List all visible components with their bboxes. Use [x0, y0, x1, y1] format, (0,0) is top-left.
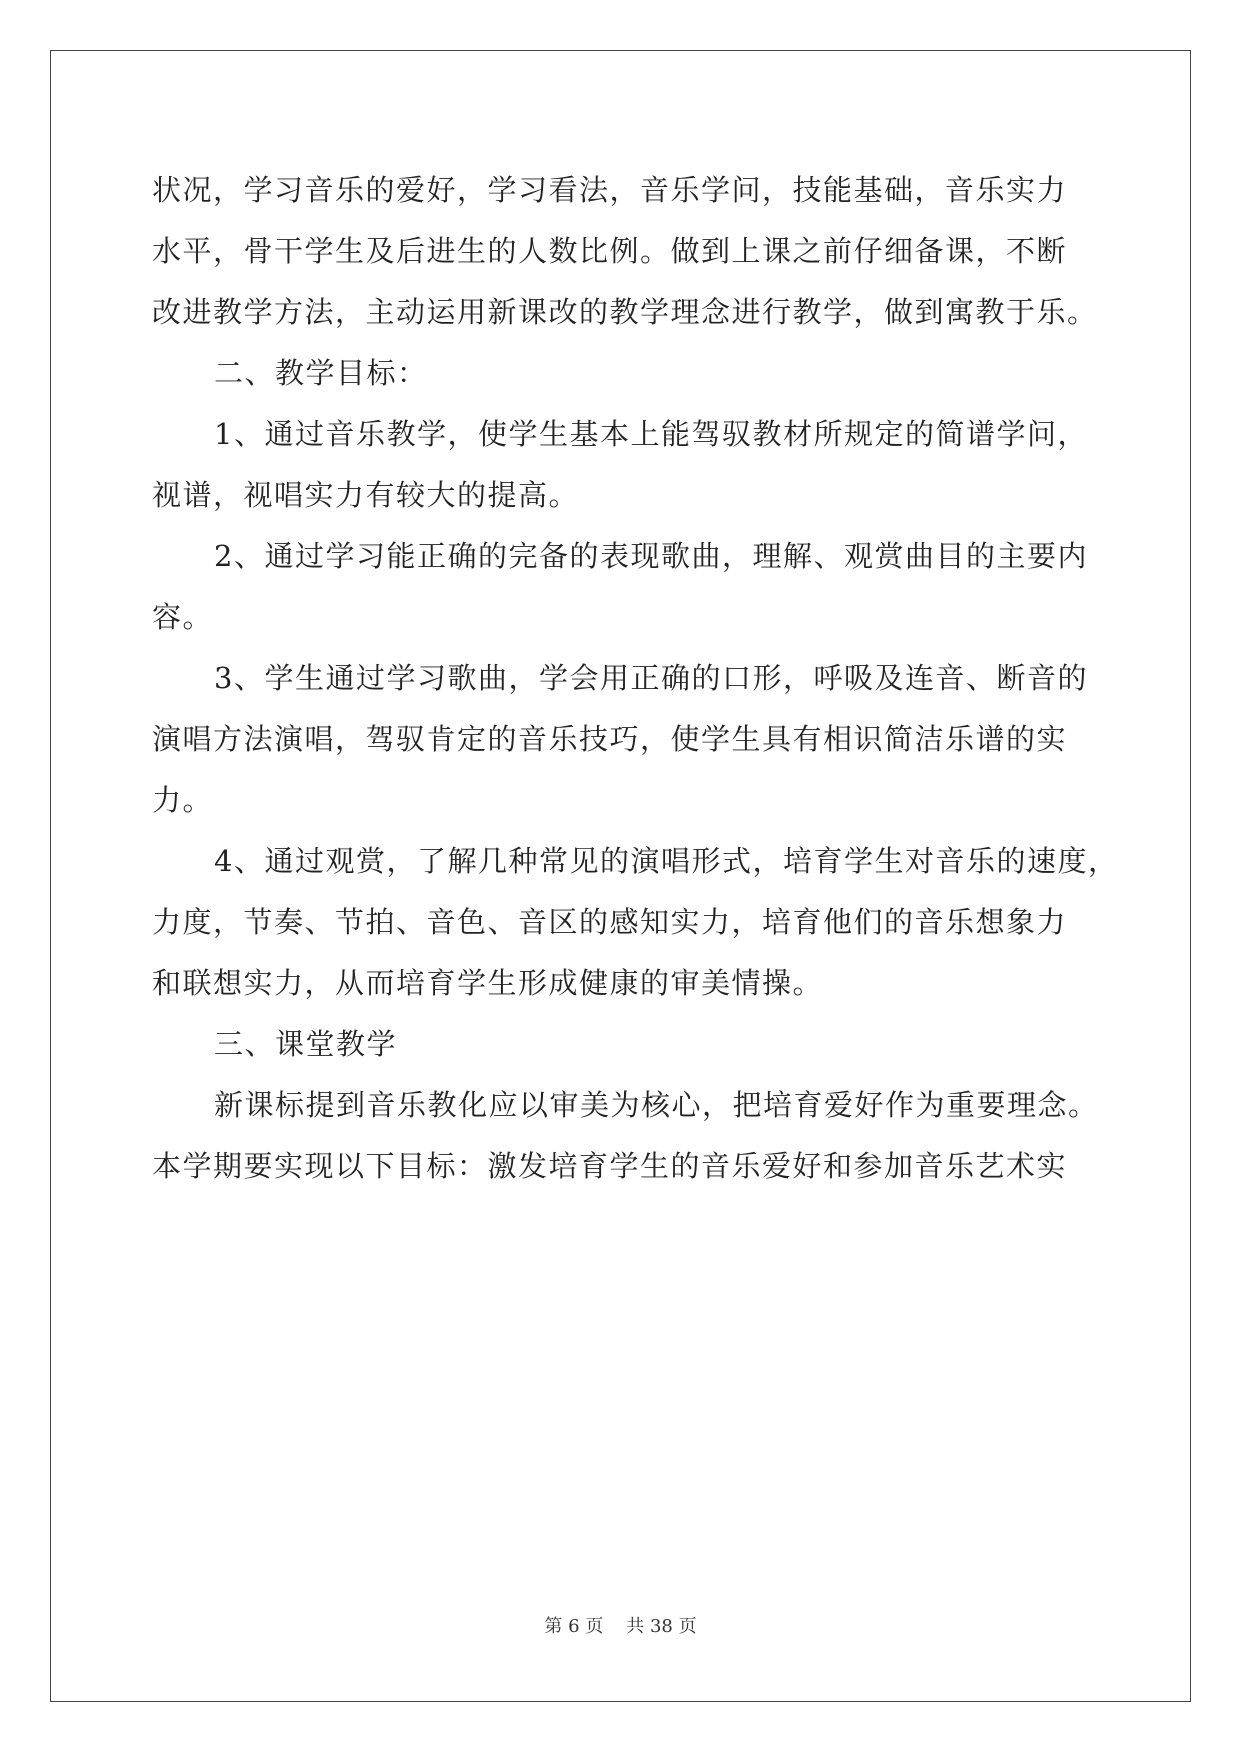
page-footer — [0, 1612, 1241, 1638]
text-line: 3、学生通过学习歌曲，学会用正确的口形，呼吸及连音、断音的 — [214, 661, 1088, 695]
text-line: 视谱，视唱实力有较大的提高。 — [152, 478, 580, 512]
text-line: 水平，骨干学生及后进生的人数比例。做到上课之前仔细备课，不断 — [152, 234, 1068, 268]
text-line: 改进教学方法，主动运用新课改的教学理念进行教学，做到寓教于乐。 — [152, 295, 1098, 329]
text-line: 状况，学习音乐的爱好，学习看法，音乐学问，技能基础，音乐实力 — [152, 173, 1068, 207]
text-line: 本学期要实现以下目标：激发培育学生的音乐爱好和参加音乐艺术实 — [152, 1149, 1068, 1183]
text-line: 2、通过学习能正确的完备的表现歌曲，理解、观赏曲目的主要内 — [214, 539, 1088, 573]
text-line: 力度，节奏、节拍、音色、音区的感知实力，培育他们的音乐想象力 — [152, 905, 1068, 939]
document-body — [152, 160, 1119, 1197]
text-line: 1、通过音乐教学，使学生基本上能驾驭教材所规定的简谱学问， — [214, 417, 1088, 451]
text-line: 和联想实力，从而培育学生形成健康的审美情操。 — [152, 966, 824, 1000]
text-line: 4、通过观赏，了解几种常见的演唱形式，培育学生对音乐的速度， — [214, 844, 1119, 878]
page-total: 共 38 页 — [626, 1616, 697, 1637]
text-line: 力。 — [152, 783, 214, 817]
section-heading: 三、课堂教学 — [214, 1027, 398, 1061]
text-line: 新课标提到音乐教化应以审美为核心，把培育爱好作为重要理念。 — [214, 1088, 1099, 1122]
section-heading: 二、教学目标： — [214, 356, 428, 390]
page-number: 第 6 页 — [544, 1616, 604, 1637]
text-line: 演唱方法演唱，驾驭肯定的音乐技巧，使学生具有相识简洁乐谱的实 — [152, 722, 1068, 756]
text-line: 容。 — [152, 600, 214, 634]
